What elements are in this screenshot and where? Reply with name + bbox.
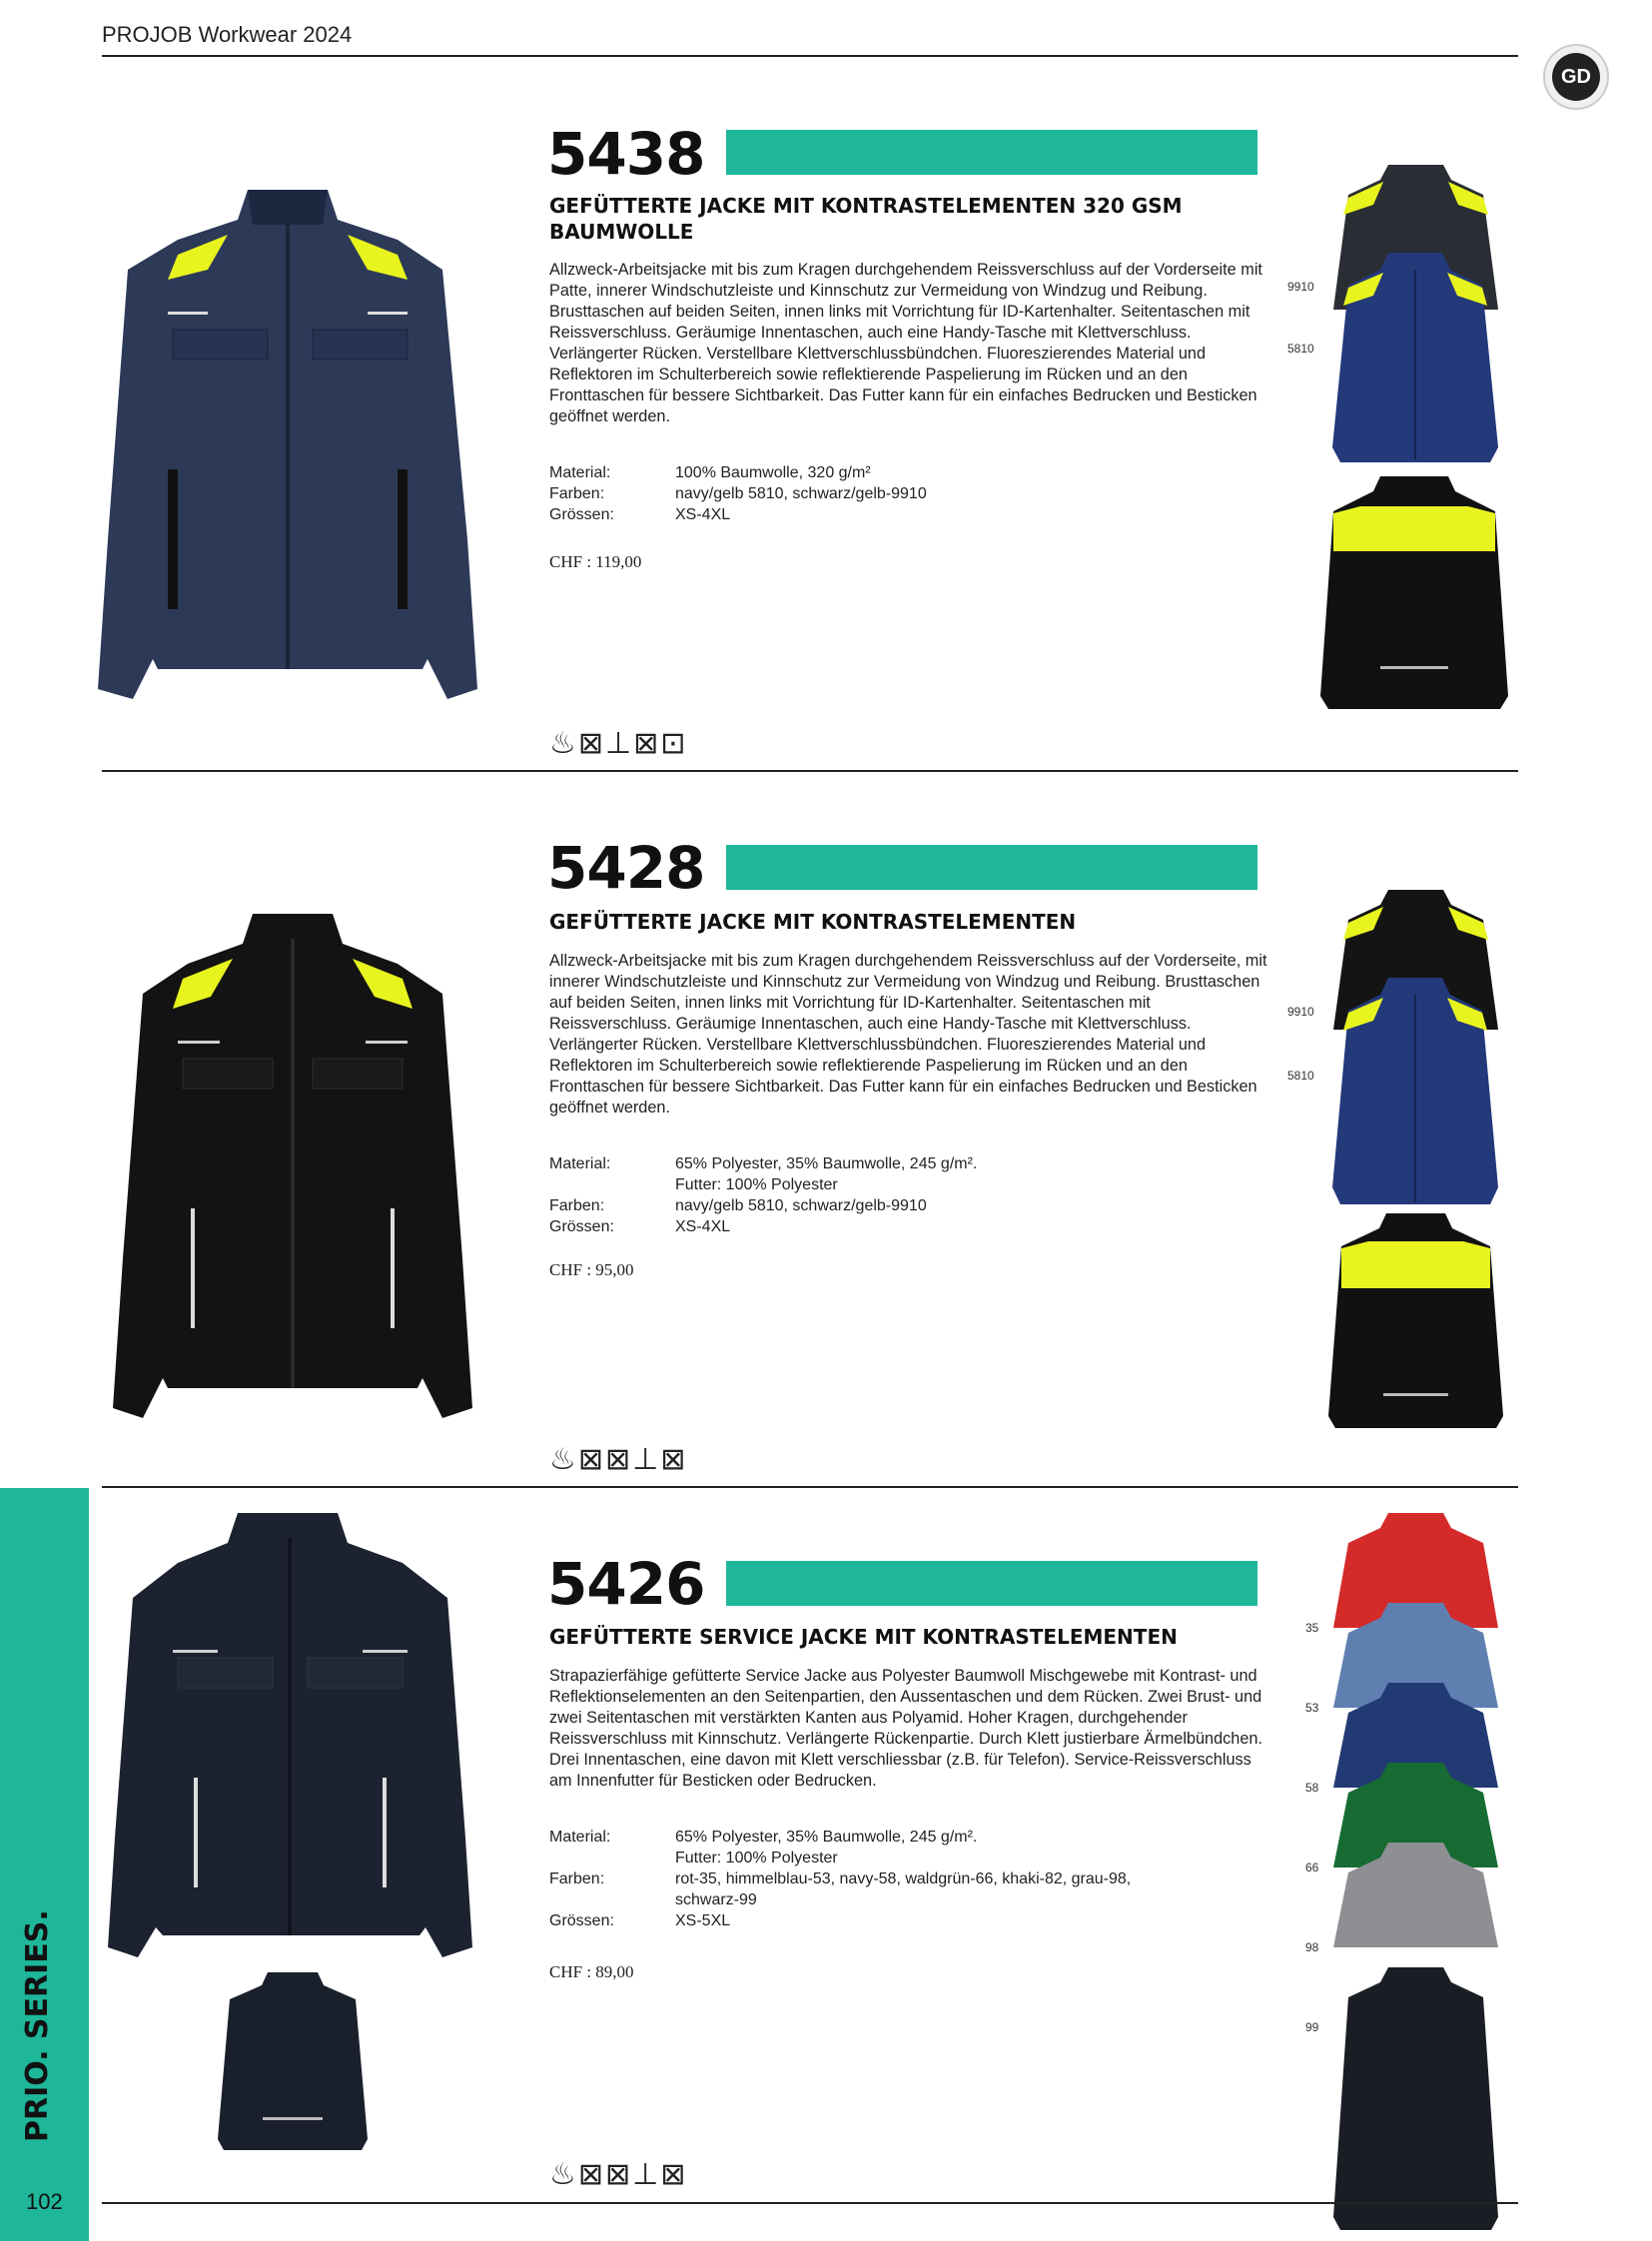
spec-row xyxy=(549,1216,1268,1237)
variant-code: 5810 xyxy=(1287,1069,1314,1083)
spec-row xyxy=(549,483,1268,504)
product-specs xyxy=(549,462,1268,532)
product-price: CHF : 89,00 xyxy=(549,1962,634,1981)
product-image-main xyxy=(108,1508,472,1972)
spec-row xyxy=(549,1868,1268,1889)
spec-value: navy/gelb 5810, schwarz/gelb-9910 xyxy=(675,485,927,502)
product-number: 5428 xyxy=(547,834,705,902)
product-accent-bar xyxy=(726,845,1257,890)
spec-row xyxy=(549,1848,1268,1868)
spec-row xyxy=(549,462,1268,483)
product-image-main xyxy=(98,180,477,714)
spec-label: Grössen: xyxy=(549,1912,614,1929)
page-number: 102 xyxy=(26,2189,63,2214)
spec-label: Farben: xyxy=(549,485,605,502)
variant-code: 9910 xyxy=(1287,280,1314,294)
variant-image-navy xyxy=(1330,973,1500,1208)
spec-label: Farben: xyxy=(549,1870,605,1887)
product-number: 5426 xyxy=(547,1550,705,1618)
spec-value: navy/gelb 5810, schwarz/gelb-9910 xyxy=(675,1197,927,1214)
product-description: Strapazierfähige gefütterte Service Jacke aus Polyester Baumwoll Mischgewebe mit Kontrast- und Reflektionselementen an den Seitenpartien, den Aussentaschen und dem Rücken. Zwei Brust- und zwei Seitentaschen mit verstärkten Kanten aus Polyamid. Hoher Kragen, durchgehender Reissverschluss mit Kinnschutz. Verlängerte Rückenpartie. Durch Klett justierbare Ärmelbündchen. Drei Innentaschen, eine davon mit Klett verschliessbar (z.B. für Telefon). Service-Reissverschluss am Innenfutter für Besticken oder Bedrucken. xyxy=(549,1667,1262,1790)
variant-code: 98 xyxy=(1305,1940,1319,1954)
spec-label: Grössen: xyxy=(549,1218,614,1235)
series-label: PRIO. SERIES. xyxy=(20,1909,55,2142)
product-price: CHF : 95,00 xyxy=(549,1260,634,1279)
variant-code: 53 xyxy=(1305,1701,1319,1715)
spec-label: Material: xyxy=(549,464,611,481)
spec-row xyxy=(549,1195,1268,1216)
spec-row xyxy=(549,504,1268,525)
variant-image-navy xyxy=(1330,248,1500,465)
spec-value: XS-5XL xyxy=(675,1912,731,1929)
spec-value: Futter: 100% Polyester xyxy=(675,1176,838,1193)
variant-image-grey xyxy=(1333,1838,1498,1947)
care-symbols-icon: ♨⊠⊠⊥⊠ xyxy=(549,1443,688,1476)
spec-value: XS-4XL xyxy=(675,506,731,523)
product-specs xyxy=(549,1827,1268,1936)
variant-code: 99 xyxy=(1305,2020,1319,2034)
product-accent-bar xyxy=(726,130,1257,175)
spec-label: Material: xyxy=(549,1829,611,1846)
product-image-back xyxy=(218,1967,368,2152)
spec-value: XS-4XL xyxy=(675,1218,731,1235)
spec-row xyxy=(549,1827,1268,1848)
spec-label: Farben: xyxy=(549,1197,605,1214)
section-divider xyxy=(102,2202,1518,2204)
product-accent-bar xyxy=(726,1561,1257,1606)
header-divider xyxy=(102,55,1518,57)
product-specs xyxy=(549,1153,1268,1243)
product-price: CHF : 119,00 xyxy=(549,552,642,571)
variant-code: 58 xyxy=(1305,1781,1319,1795)
product-description: Allzweck-Arbeitsjacke mit bis zum Kragen durchgehendem Reissverschluss auf der Vorderseite mit Patte, innerer Windschutzleiste und Kinnschutz zur Vermeidung von Windzug und Reibung. Brusttaschen auf beiden Seiten, innen links mit Vorrichtung für ID-Kartenhalter. Seitentaschen mit Reissverschluss. Geräumige Innentaschen, auch eine Handy-Tasche mit Klettverschluss. Verlängerter Rücken. Verstellbare Klettverschlussbündchen. Fluoreszierendes Material und Reflektoren im Schulterbereich sowie reflektierende Paspelierung im Rücken und an den Fronttaschen für bessere Sichtbarkeit. Das Futter kann für ein einfaches Bedrucken und Besticken geöffnet werden. xyxy=(549,261,1262,425)
brand-logo-mark: GD xyxy=(1552,53,1600,101)
catalog-title: PROJOB Workwear 2024 xyxy=(102,22,353,47)
spec-row xyxy=(549,1910,1268,1931)
spec-value: 100% Baumwolle, 320 g/m² xyxy=(675,464,871,481)
section-divider xyxy=(102,770,1518,772)
spec-value: 65% Polyester, 35% Baumwolle, 245 g/m². xyxy=(675,1829,978,1846)
spec-label: Material: xyxy=(549,1155,611,1172)
care-symbols-icon: ♨⊠⊠⊥⊠ xyxy=(549,2158,688,2191)
product-description: Allzweck-Arbeitsjacke mit bis zum Kragen durchgehendem Reissverschluss auf der Vorderseite, mit innerer Windschutzleiste und Kinnschutz zur Vermeidung von Windzug und Reibung. Brusttaschen auf beiden Seiten, innen links mit Vorrichtung für ID-Kartenhalter. Seitentaschen mit Reissverschluss. Geräumige Innentaschen, auch eine Handy-Tasche mit Klettverschluss. Verlängerter Rücken. Verstellbare Klettverschlussbündchen. Fluoreszierendes Material und Reflektoren im Schulterbereich sowie reflektierende Paspelierung im Rücken und an den Fronttaschen für bessere Sichtbarkeit. Das Futter kann für ein einfaches Bedrucken und Besticken geöffnet werden. xyxy=(549,952,1267,1117)
variant-image-back xyxy=(1328,1208,1503,1430)
product-title: GEFÜTTERTE JACKE MIT KONTRASTELEMENTEN 320 GSM BAUMWOLLE xyxy=(549,194,1183,244)
spec-row xyxy=(549,1889,1268,1910)
variant-code: 66 xyxy=(1305,1861,1319,1874)
variant-image-black xyxy=(1333,1962,1498,2232)
spec-value: 65% Polyester, 35% Baumwolle, 245 g/m². xyxy=(675,1155,978,1172)
spec-value: Futter: 100% Polyester xyxy=(675,1850,838,1867)
brand-logo xyxy=(1543,44,1609,110)
care-symbols-icon: ♨⊠⊥⊠⊡ xyxy=(549,727,688,760)
variant-code: 5810 xyxy=(1287,342,1314,356)
variant-code: 35 xyxy=(1305,1621,1319,1635)
spec-value: rot-35, himmelblau-53, navy-58, waldgrün-66, khaki-82, grau-98, xyxy=(675,1870,1132,1887)
spec-row xyxy=(549,1174,1268,1195)
product-number: 5438 xyxy=(547,120,705,188)
spec-row xyxy=(549,1153,1268,1174)
product-image-main xyxy=(113,909,472,1433)
spec-label: Grössen: xyxy=(549,506,614,523)
section-divider xyxy=(102,1486,1518,1488)
spec-value: schwarz-99 xyxy=(675,1891,757,1908)
variant-image-back xyxy=(1320,471,1508,711)
variant-code: 9910 xyxy=(1287,1005,1314,1019)
product-title: GEFÜTTERTE JACKE MIT KONTRASTELEMENTEN xyxy=(549,910,1077,934)
product-title: GEFÜTTERTE SERVICE JACKE MIT KONTRASTELEMENTEN xyxy=(549,1625,1178,1649)
